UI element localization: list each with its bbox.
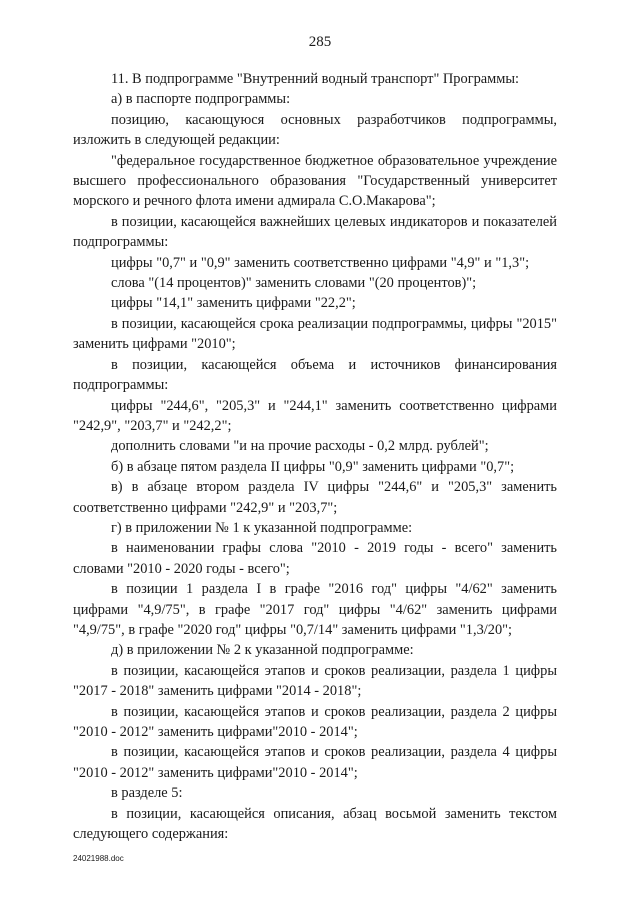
paragraph: в разделе 5: xyxy=(111,785,183,802)
paragraph: в) в абзаце втором раздела IV цифры "244,6" и "205,3" заменить соответственно цифрами "242,9" и "203,7"; xyxy=(73,479,557,516)
paragraph: в позиции, касающейся важнейших целевых индикаторов и показателей подпрограммы: xyxy=(73,213,557,251)
document-body xyxy=(73,69,557,844)
paragraph: б) в абзаце пятом раздела II цифры "0,9" заменить цифрами "0,7"; xyxy=(111,458,515,475)
file-name-footer: 24021988.doc xyxy=(73,854,124,863)
paragraph: дополнить словами "и на прочие расходы - 0,2 млрд. рублей"; xyxy=(111,438,489,455)
page-number: 285 xyxy=(308,34,332,50)
paragraph: цифры "244,6", "205,3" и "244,1" заменить соответственно цифрами "242,9", "203,7" и "242,2"; xyxy=(73,397,557,434)
paragraph: в позиции, касающейся срока реализации подпрограммы, цифры "2015" заменить цифрами "2010"; xyxy=(73,315,557,353)
paragraph: в позиции 1 раздела I в графе "2016 год" цифры "4/62" заменить цифрами "4,9/75", в графе "2017 год" цифры "4/62" заменить цифрами "4,9/75", в графе "2020 год" цифры "0,7/14" заменить цифрами "1,3/20"; xyxy=(73,581,557,638)
paragraph: цифры "14,1" заменить цифрами "22,2"; xyxy=(111,295,356,312)
paragraph: слова "(14 процентов)" заменить словами "(20 процентов)"; xyxy=(111,275,477,292)
paragraph: в позиции, касающейся описания, абзац восьмой заменить текстом следующего содержания: xyxy=(73,805,557,843)
paragraph: в позиции, касающейся этапов и сроков реализации, раздела 2 цифры "2010 - 2012" заменить цифрами"2010 - 2014"; xyxy=(73,703,557,740)
paragraph: а) в паспорте подпрограммы: xyxy=(111,91,291,108)
paragraph: цифры "0,7" и "0,9" заменить соответственно цифрами "4,9" и "1,3"; xyxy=(111,254,530,271)
paragraph: позицию, касающуюся основных разработчиков подпрограммы, изложить в следующей редакции: xyxy=(73,111,557,149)
paragraph: в позиции, касающейся этапов и сроков реализации, раздела 4 цифры "2010 - 2012" заменить цифрами"2010 - 2014"; xyxy=(73,744,557,781)
paragraph: в позиции, касающейся этапов и сроков реализации, раздела 1 цифры "2017 - 2018" заменить цифрами "2014 - 2018"; xyxy=(73,662,557,700)
paragraph: г) в приложении № 1 к указанной подпрограмме: xyxy=(111,519,413,536)
paragraph: в позиции, касающейся объема и источников финансирования подпрограммы: xyxy=(73,356,557,394)
paragraph: 11. В подпрограмме "Внутренний водный транспорт" Программы: xyxy=(111,71,520,87)
paragraph: "федеральное государственное бюджетное образовательное учреждение высшего профессионального образования "Государственный университет морского и речного флота имени адмирала С.О.Макарова"; xyxy=(73,152,557,210)
paragraph: в наименовании графы слова "2010 - 2019 годы - всего" заменить словами "2010 - 2020 годы - всего"; xyxy=(73,540,557,577)
paragraph: д) в приложении № 2 к указанной подпрограмме: xyxy=(111,642,414,659)
